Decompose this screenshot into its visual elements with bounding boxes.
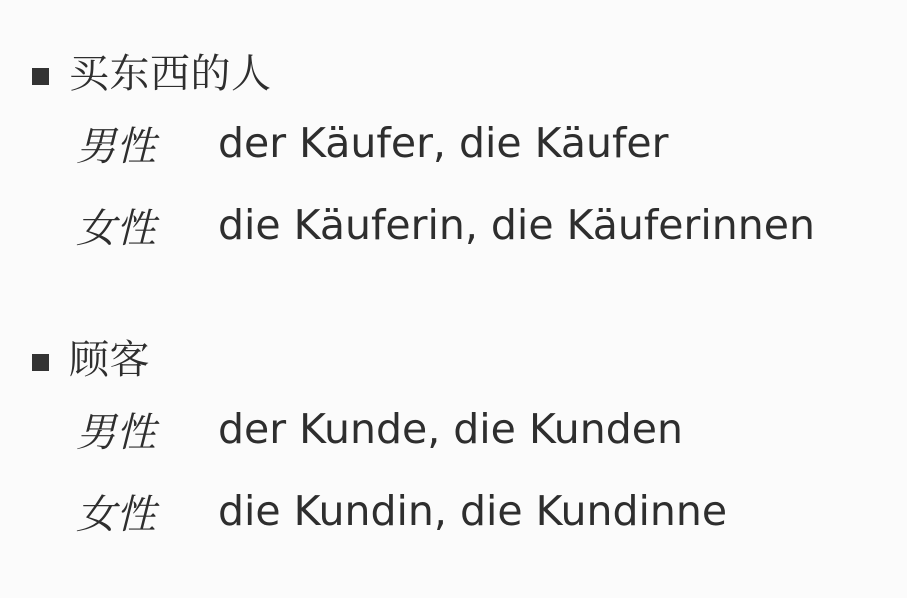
square-bullet-icon xyxy=(32,354,49,371)
noun-forms: die Käuferin, die Käuferinnen xyxy=(218,201,815,249)
gender-label: 女性 xyxy=(76,491,156,538)
noun-forms: die Kundin, die Kundinne xyxy=(218,487,728,535)
section-customer xyxy=(32,332,727,552)
noun-forms: der Kunde, die Kunden xyxy=(218,405,683,453)
gender-label: 男性 xyxy=(76,409,156,456)
row-female xyxy=(76,470,727,552)
heading-text: 顾客 xyxy=(69,337,150,383)
heading-text: 买东西的人 xyxy=(69,51,272,97)
row-female xyxy=(76,184,815,266)
noun-forms: der Käufer, die Käufer xyxy=(218,119,669,167)
section-heading xyxy=(32,46,815,102)
section-heading xyxy=(32,332,727,388)
row-male xyxy=(76,102,815,184)
square-bullet-icon xyxy=(32,68,49,85)
section-buyer xyxy=(32,46,815,266)
gender-label: 男性 xyxy=(76,123,156,170)
row-male xyxy=(76,388,727,470)
gender-label: 女性 xyxy=(76,205,156,252)
